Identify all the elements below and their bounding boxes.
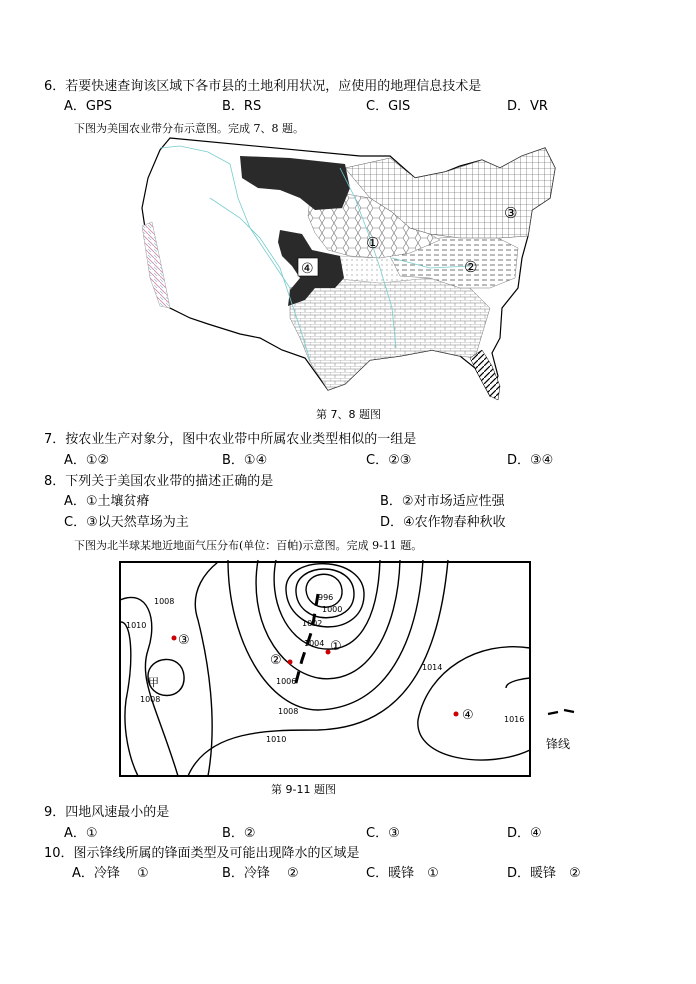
question-9-option-c[interactable]: C．③ (366, 826, 400, 841)
us-label-4: ④ (301, 261, 314, 277)
us-label-2: ② (464, 258, 478, 276)
question-10-option-c[interactable]: C．暖锋 ① (366, 866, 439, 881)
question-6-option-a[interactable]: A．GPS (64, 99, 113, 114)
question-10-option-a[interactable]: A．冷锋 ① (72, 866, 149, 881)
isobar-1008-inner: 1008 (140, 695, 161, 704)
intro-9-11: 下图为北半球某地近地面气压分布(单位：百帕)示意图。完成 9-11 题。 (74, 539, 423, 552)
question-9-option-d[interactable]: D．④ (507, 826, 542, 841)
point-2-dot (288, 660, 293, 665)
point-4-dot (454, 712, 459, 717)
question-10-option-d[interactable]: D．暖锋 ② (507, 866, 581, 881)
isobar-1008-center: 1008 (278, 707, 299, 716)
question-9-option-b[interactable]: B．② (222, 826, 256, 841)
question-8-option-a[interactable]: A．①土壤贫瘠 (64, 494, 150, 509)
isobar-1010-center: 1010 (266, 735, 287, 744)
question-6-stem: 6．若要快速查询该区域下各市县的土地利用状况，应使用的地理信息技术是 (44, 79, 482, 94)
pressure-map (118, 560, 578, 780)
front-legend-label: 锋线 (546, 737, 571, 751)
question-9-option-a[interactable]: A．① (64, 826, 98, 841)
us-map-caption: 第 7、8 题图 (316, 408, 381, 421)
question-10-option-b[interactable]: B．冷锋 ② (222, 866, 299, 881)
isobar-1010-left: 1010 (126, 621, 147, 630)
question-6-option-d[interactable]: D．VR (507, 99, 548, 114)
point-3-label: ③ (178, 633, 190, 648)
point-2-label: ② (270, 653, 282, 668)
isobar-1014: 1014 (422, 663, 443, 672)
region-jia: 甲 (148, 676, 159, 689)
question-8-option-c[interactable]: C．③以天然草场为主 (64, 515, 189, 530)
us-label-3: ③ (504, 204, 518, 222)
intro-7-8: 下图为美国农业带分布示意图。完成 7、8 题。 (74, 122, 304, 135)
us-agriculture-map (130, 138, 570, 400)
pressure-map-caption: 第 9-11 题图 (271, 783, 336, 796)
question-7-option-b[interactable]: B．①④ (222, 453, 268, 468)
isobar-1006: 1006 (276, 677, 297, 686)
isobar-1008-left: 1008 (154, 597, 175, 606)
question-9-stem: 9．四地风速最小的是 (44, 805, 170, 820)
question-6-option-b[interactable]: B．RS (222, 99, 262, 114)
isobar-996: 996 (318, 593, 334, 602)
front-legend-symbol (548, 710, 574, 714)
question-8-stem: 8．下列关于美国农业带的描述正确的是 (44, 474, 274, 489)
isobar-1000: 1000 (322, 605, 343, 614)
question-10-stem: 10．图示锋线所属的锋面类型及可能出现降水的区域是 (44, 846, 360, 861)
question-7-option-a[interactable]: A．①② (64, 453, 110, 468)
isobar-1016: 1016 (504, 715, 525, 724)
question-7-option-d[interactable]: D．③④ (507, 453, 554, 468)
question-8-option-b[interactable]: B．②对市场适应性强 (380, 494, 505, 509)
point-1-label: ① (330, 639, 342, 654)
point-4-label: ④ (462, 708, 474, 723)
point-3-dot (172, 636, 177, 641)
us-label-1: ① (366, 234, 380, 252)
isobar-1002: 1002 (302, 619, 323, 628)
question-7-stem: 7．按农业生产对象分，图中农业带中所属农业类型相似的一组是 (44, 432, 417, 447)
question-7-option-c[interactable]: C．②③ (366, 453, 412, 468)
question-6-option-c[interactable]: C．GIS (366, 99, 411, 114)
question-8-option-d[interactable]: D．④农作物春种秋收 (380, 515, 506, 530)
isobar-1004: 1004 (304, 639, 325, 648)
